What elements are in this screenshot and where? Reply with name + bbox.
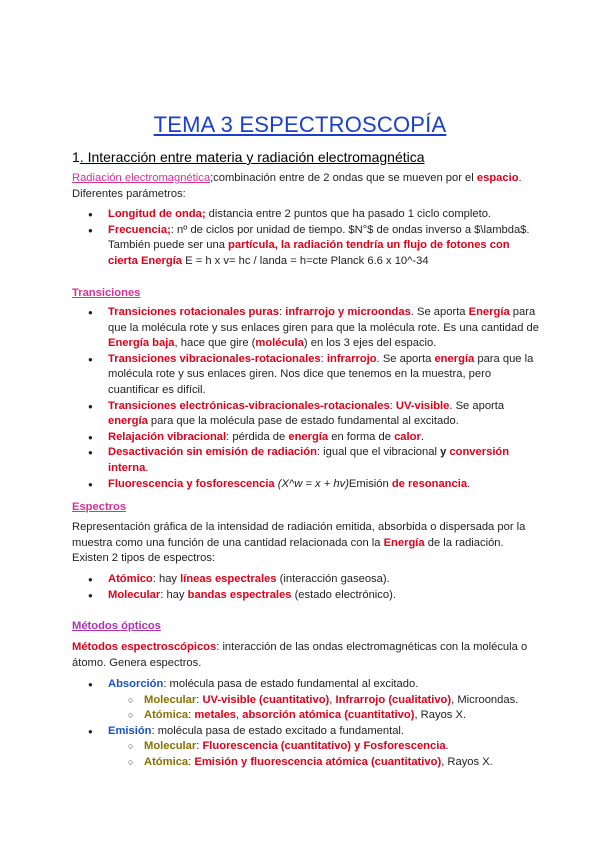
item-text: y xyxy=(440,446,450,459)
item-text: : pérdida de xyxy=(226,430,289,443)
item-text: : hay xyxy=(152,573,181,585)
sub-sep: : xyxy=(188,709,195,722)
sub-sep: : xyxy=(196,740,203,753)
item-text: : igual que el vibracional xyxy=(316,446,441,459)
list-item xyxy=(72,693,542,709)
intro-text-1: ;combinación entre de 2 ondas que se mueven por el xyxy=(210,172,477,184)
item-term: Atómico xyxy=(108,573,153,585)
item-term: Transiciones vibracionales-rotacionales xyxy=(108,352,321,365)
item-text: para que la molécula pase de estado fundamental al excitado. xyxy=(147,415,459,428)
item-highlight: Energía xyxy=(468,306,510,318)
sub-label: Atómica xyxy=(144,709,189,722)
sub-label: Molecular xyxy=(144,740,197,753)
intro-text-2: . Diferentes parámetros: xyxy=(72,172,522,200)
item-highlight: energía xyxy=(108,415,148,428)
item-term: Fluorescencia y fosforescencia xyxy=(108,477,275,490)
item-highlight: Energía baja xyxy=(108,337,175,350)
sub-highlight: Emisión y fluorescencia atómica (cuantitativo) xyxy=(194,755,442,768)
item-text: . xyxy=(420,430,424,443)
section-heading-1 xyxy=(72,149,425,165)
intro-term: Radiación electromagnética xyxy=(72,172,211,184)
item-text: (interacción gaseosa). xyxy=(276,573,390,585)
item-text: : hay xyxy=(160,588,188,601)
item-highlight: de resonancia xyxy=(391,477,468,490)
list-item xyxy=(72,724,542,740)
item-highlight: líneas espectrales xyxy=(180,573,277,585)
sub-highlight: absorción atómica (cuantitativo) xyxy=(242,709,415,722)
item-highlight: calor xyxy=(394,430,421,443)
transiciones-list xyxy=(72,305,542,492)
sub-sep: , xyxy=(236,709,243,722)
item-highlight: energía xyxy=(288,430,329,443)
param-energia: Energía xyxy=(140,254,183,267)
espectros-energia: Energía xyxy=(383,536,425,549)
list-item xyxy=(72,739,542,755)
absorcion-text: : molécula pasa de estado fundamental al excitado. xyxy=(163,678,419,690)
section-number: 1 xyxy=(72,149,80,165)
item-text: en forma de xyxy=(328,430,395,443)
page-title: TEMA 3 ESPECTROSCOPÍA xyxy=(153,112,447,137)
param-text: distancia entre 2 puntos que ha pasado 1 ciclo completo. xyxy=(205,208,492,220)
param-label: Longitud de onda; xyxy=(108,208,206,220)
item-text: : xyxy=(389,399,396,412)
item-text: . Se aporta xyxy=(410,306,469,318)
sub-highlight: Fluorescencia (cuantitativo) y Fosforescencia xyxy=(202,740,446,753)
sub-highlight: metales xyxy=(194,709,237,722)
sub-text: , Microondas. xyxy=(451,693,519,706)
item-text: . Se aporta xyxy=(376,352,435,365)
params-list xyxy=(72,207,542,269)
item-text: , hace que gire ( xyxy=(174,337,256,350)
item-text: ) en los 3 ejes del espacio. xyxy=(303,337,437,350)
item-text: . xyxy=(467,477,471,490)
intro-paragraph xyxy=(72,171,534,202)
param-formula: E = h x v= hc / landa = h=cte Planck 6.6 x 10^-34 xyxy=(182,254,429,267)
list-item xyxy=(72,399,542,430)
item-text: : xyxy=(279,306,286,318)
item-term: Molecular xyxy=(108,588,161,601)
list-item xyxy=(72,207,542,223)
sub-text: . xyxy=(445,740,449,753)
item-text: . xyxy=(145,461,149,474)
intro-espacio: espacio xyxy=(476,172,519,184)
sub-highlight: UV-visible (cuantitativo) xyxy=(202,693,330,706)
list-item xyxy=(72,708,542,724)
metodos-text: : interacción de las ondas electromagnéticas con la molécula o átomo. Genera espectros. xyxy=(72,641,528,669)
espectros-text-2: de la radiación. Existen 2 tipos de espectros: xyxy=(72,536,504,565)
item-term: Relajación vibracional xyxy=(108,430,227,443)
list-item xyxy=(72,588,542,604)
sub-label: Atómica xyxy=(144,755,189,768)
list-item xyxy=(72,572,542,588)
list-item xyxy=(72,445,542,476)
item-highlight: conversión interna xyxy=(108,446,510,474)
param-label: Frecuencia; xyxy=(108,223,171,236)
sub-label: Molecular xyxy=(144,693,197,706)
section-transiciones: Transiciones xyxy=(72,287,141,299)
espectros-text-1: Representación gráfica de la intensidad de radiación emitida, absorbida o dispersada por la muestra como una función de una cantidad relacionada con la xyxy=(72,521,526,549)
item-text: (estado electrónico). xyxy=(291,588,396,601)
section-metodos: Métodos ópticos xyxy=(72,620,161,632)
item-text: : xyxy=(320,352,327,365)
item-term: Transiciones rotacionales puras xyxy=(108,306,279,318)
list-item xyxy=(72,477,542,493)
metodos-list xyxy=(72,677,542,771)
param-text: También puede ser una xyxy=(108,239,229,252)
list-item xyxy=(72,352,542,399)
emision-text: : molécula pasa de estado excitado a fundamental. xyxy=(151,724,405,737)
section-heading-text: . Interacción entre materia y radiación electromagnética xyxy=(79,149,425,165)
item-highlight: energía xyxy=(434,352,475,365)
metodos-paragraph xyxy=(72,640,542,671)
item-highlight: bandas espectrales xyxy=(187,588,292,601)
param-highlight: partícula, la radiación tendría un flujo de fotones con cierta xyxy=(108,239,510,267)
item-text: para que la molécula rote y sus enlaces giren para que la molécula rote. Es una cantidad de xyxy=(108,306,539,334)
item-term: Transiciones electrónicas-vibracionales-rotacionales xyxy=(108,399,390,412)
espectros-list xyxy=(72,572,542,603)
list-item xyxy=(72,677,542,693)
item-highlight: infrarrojo xyxy=(326,352,377,365)
item-term: Desactivación sin emisión de radiación xyxy=(108,446,317,459)
item-text: Emisión xyxy=(348,477,392,490)
item-formula: (X^w = x + hv) xyxy=(274,477,349,490)
list-item xyxy=(72,305,542,352)
sub-sep: , xyxy=(329,693,336,706)
list-item xyxy=(72,430,542,446)
section-espectros: Espectros xyxy=(72,501,127,513)
espectros-paragraph xyxy=(72,520,542,567)
absorcion-label: Absorción xyxy=(108,678,164,690)
item-highlight: infrarrojo y microondas xyxy=(285,306,411,318)
list-item xyxy=(72,223,542,270)
item-highlight: UV-visible xyxy=(395,399,450,412)
metodos-term: Métodos espectroscópicos xyxy=(72,641,217,653)
param-text: : nº de ciclos por unidad de tiempo. $N°$ de ondas inverso a $\lambda$. xyxy=(170,223,530,236)
sub-sep: : xyxy=(196,693,203,706)
emision-label: Emisión xyxy=(108,724,152,737)
item-highlight: molécula xyxy=(255,337,304,350)
sub-text: , Rayos X. xyxy=(414,709,467,722)
item-text: . Se aporta xyxy=(449,399,505,412)
sub-sep: : xyxy=(188,755,195,768)
item-text: para que la molécula rote y sus enlaces giren. Nos dice que tenemos en la muestra, pero cuantificar es difícil. xyxy=(108,352,534,396)
sub-text: , Rayos X. xyxy=(441,755,493,768)
sub-highlight: Infrarrojo (cualitativo) xyxy=(335,693,452,706)
list-item xyxy=(72,755,542,771)
